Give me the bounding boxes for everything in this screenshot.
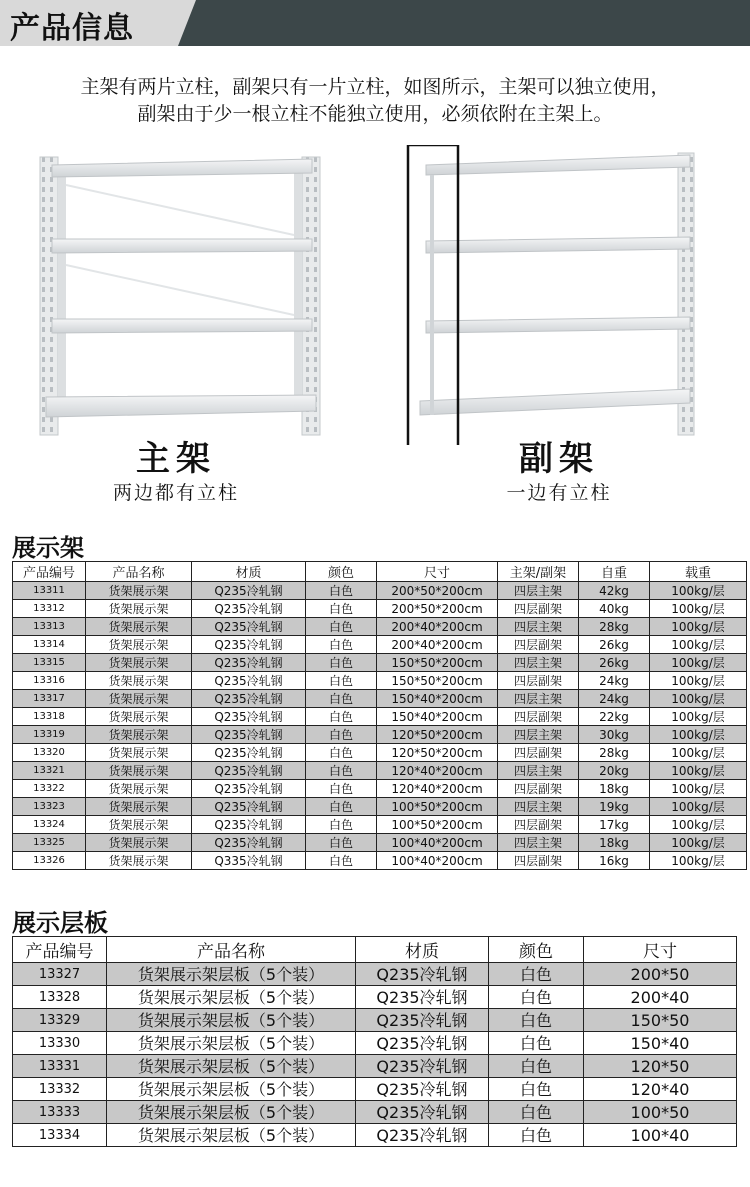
table-row: [13, 636, 747, 654]
table-cell: 四层主架: [498, 690, 579, 708]
table-cell: 货架展示架: [86, 780, 192, 798]
table-cell: 白色: [306, 798, 377, 816]
table-row: [13, 618, 747, 636]
table-cell: 42kg: [579, 582, 650, 600]
table-cell: 13326: [13, 852, 86, 870]
sub-rack-drawing: [408, 145, 694, 445]
table-cell: 100kg/层: [650, 744, 747, 762]
table-cell: 20kg: [579, 762, 650, 780]
table-cell: 100kg/层: [650, 690, 747, 708]
table-cell: 货架展示架层板（5个装）: [107, 1101, 356, 1124]
table-cell: 白色: [489, 1124, 584, 1147]
table-cell: 13316: [13, 672, 86, 690]
table-cell: 白色: [306, 834, 377, 852]
table-cell: 白色: [306, 582, 377, 600]
table-cell: 四层主架: [498, 834, 579, 852]
table-cell: 白色: [306, 690, 377, 708]
table-cell: 200*50*200cm: [377, 600, 498, 618]
table-row: [13, 1055, 737, 1078]
table-cell: Q235冷轧钢: [356, 1078, 489, 1101]
table-cell: 13331: [13, 1055, 107, 1078]
table-cell: 13319: [13, 726, 86, 744]
table-cell: 白色: [489, 986, 584, 1009]
table-cell: 100*40*200cm: [377, 852, 498, 870]
table-cell: 白色: [306, 780, 377, 798]
rack-illustration: [0, 145, 750, 445]
table-cell: Q235冷轧钢: [356, 1124, 489, 1147]
table-row: [13, 986, 737, 1009]
table-cell: 200*40*200cm: [377, 636, 498, 654]
table-cell: 白色: [306, 618, 377, 636]
table-cell: 100kg/层: [650, 762, 747, 780]
table-row: [13, 654, 747, 672]
table-cell: Q235冷轧钢: [192, 672, 306, 690]
table-cell: Q235冷轧钢: [192, 834, 306, 852]
table-cell: 200*50*200cm: [377, 582, 498, 600]
table-cell: 四层主架: [498, 582, 579, 600]
table-cell: Q235冷轧钢: [192, 690, 306, 708]
column-header: 主架/副架: [498, 562, 579, 582]
table-cell: Q235冷轧钢: [356, 1009, 489, 1032]
table-cell: 100*40: [584, 1124, 737, 1147]
rack-table-header-row: [13, 562, 747, 582]
table-cell: Q235冷轧钢: [192, 780, 306, 798]
table-cell: 17kg: [579, 816, 650, 834]
table-cell: 白色: [306, 852, 377, 870]
table-cell: 货架展示架: [86, 672, 192, 690]
table-cell: 16kg: [579, 852, 650, 870]
table-cell: 货架展示架层板（5个装）: [107, 1124, 356, 1147]
table-cell: 13324: [13, 816, 86, 834]
table-cell: 100kg/层: [650, 600, 747, 618]
table-cell: 货架展示架层板（5个装）: [107, 1055, 356, 1078]
table-cell: 26kg: [579, 636, 650, 654]
table-cell: 200*40*200cm: [377, 618, 498, 636]
table-cell: 120*40: [584, 1078, 737, 1101]
rack-figure: [0, 145, 750, 515]
table-cell: 货架展示架: [86, 798, 192, 816]
table-cell: 四层副架: [498, 672, 579, 690]
table-cell: Q235冷轧钢: [192, 762, 306, 780]
table-cell: 四层主架: [498, 798, 579, 816]
table-cell: Q235冷轧钢: [192, 708, 306, 726]
table-cell: 货架展示架: [86, 762, 192, 780]
table-cell: 150*40*200cm: [377, 708, 498, 726]
table-row: [13, 582, 747, 600]
column-header: 产品名称: [107, 937, 356, 963]
table-cell: 13327: [13, 963, 107, 986]
table-cell: 四层副架: [498, 780, 579, 798]
table-cell: 100kg/层: [650, 852, 747, 870]
table-cell: 100kg/层: [650, 816, 747, 834]
table-cell: 货架展示架: [86, 816, 192, 834]
table-cell: 白色: [306, 744, 377, 762]
table-cell: Q235冷轧钢: [192, 636, 306, 654]
table-cell: Q235冷轧钢: [356, 1032, 489, 1055]
header-banner: [0, 0, 750, 46]
table-cell: Q235冷轧钢: [192, 654, 306, 672]
table-cell: 13312: [13, 600, 86, 618]
column-header: 颜色: [306, 562, 377, 582]
table-cell: 100kg/层: [650, 618, 747, 636]
table-cell: 13317: [13, 690, 86, 708]
sub-rack-label: 副架: [519, 439, 599, 479]
table-cell: 100kg/层: [650, 582, 747, 600]
table-cell: 13329: [13, 1009, 107, 1032]
table-cell: 货架展示架层板（5个装）: [107, 1009, 356, 1032]
table-cell: 30kg: [579, 726, 650, 744]
table-cell: 四层副架: [498, 744, 579, 762]
sub-rack-desc: 一边有立柱: [506, 482, 612, 504]
table-cell: 26kg: [579, 654, 650, 672]
table-cell: 货架展示架: [86, 708, 192, 726]
main-rack-drawing: [40, 157, 320, 435]
table-cell: 四层主架: [498, 618, 579, 636]
table-cell: 四层主架: [498, 654, 579, 672]
column-header: 自重: [579, 562, 650, 582]
table-cell: 白色: [306, 762, 377, 780]
column-header: 产品名称: [86, 562, 192, 582]
table-cell: 120*50: [584, 1055, 737, 1078]
table-cell: 白色: [489, 1032, 584, 1055]
table-cell: 100kg/层: [650, 798, 747, 816]
shelf-table-title: 展示层板: [12, 909, 108, 937]
table-row: [13, 798, 747, 816]
table-row: [13, 726, 747, 744]
table-row: [13, 852, 747, 870]
table-cell: Q235冷轧钢: [192, 618, 306, 636]
table-cell: 13334: [13, 1124, 107, 1147]
column-header: 颜色: [489, 937, 584, 963]
table-cell: 100kg/层: [650, 654, 747, 672]
table-cell: 货架展示架: [86, 600, 192, 618]
table-cell: 白色: [306, 726, 377, 744]
table-cell: 100kg/层: [650, 636, 747, 654]
table-cell: 120*40*200cm: [377, 762, 498, 780]
table-cell: Q235冷轧钢: [356, 986, 489, 1009]
table-cell: 200*50: [584, 963, 737, 986]
table-cell: 13318: [13, 708, 86, 726]
table-cell: 白色: [306, 708, 377, 726]
column-header: 尺寸: [584, 937, 737, 963]
table-row: [13, 708, 747, 726]
table-cell: 13325: [13, 834, 86, 852]
table-row: [13, 1101, 737, 1124]
table-row: [13, 1124, 737, 1147]
table-cell: 19kg: [579, 798, 650, 816]
table-cell: 货架展示架: [86, 726, 192, 744]
table-cell: 18kg: [579, 834, 650, 852]
main-rack-label: 主架: [136, 439, 216, 479]
table-cell: 货架展示架: [86, 636, 192, 654]
column-header: 产品编号: [13, 562, 86, 582]
intro-text: [0, 74, 750, 128]
shelf-table-header-row: [13, 937, 737, 963]
table-cell: Q235冷轧钢: [356, 1055, 489, 1078]
table-cell: 120*50*200cm: [377, 726, 498, 744]
table-cell: Q235冷轧钢: [192, 798, 306, 816]
table-cell: 13311: [13, 582, 86, 600]
table-cell: 货架展示架层板（5个装）: [107, 1078, 356, 1101]
table-cell: 100kg/层: [650, 780, 747, 798]
table-cell: 货架展示架层板（5个装）: [107, 986, 356, 1009]
column-header: 载重: [650, 562, 747, 582]
table-row: [13, 762, 747, 780]
table-cell: 40kg: [579, 600, 650, 618]
table-cell: 货架展示架: [86, 744, 192, 762]
rack-table-title: 展示架: [12, 534, 84, 562]
table-cell: 22kg: [579, 708, 650, 726]
table-cell: 100kg/层: [650, 672, 747, 690]
table-cell: 白色: [489, 1055, 584, 1078]
table-cell: 白色: [489, 1009, 584, 1032]
table-cell: 18kg: [579, 780, 650, 798]
column-header: 产品编号: [13, 937, 107, 963]
table-cell: 24kg: [579, 690, 650, 708]
intro-line-1: 主架有两片立柱，副架只有一片立柱，如图所示，主架可以独立使用，: [80, 76, 670, 98]
rack-spec-table: [12, 561, 747, 870]
table-row: [13, 816, 747, 834]
table-row: [13, 1078, 737, 1101]
table-cell: 150*50*200cm: [377, 654, 498, 672]
table-cell: 13314: [13, 636, 86, 654]
table-cell: 四层主架: [498, 762, 579, 780]
table-cell: 货架展示架: [86, 654, 192, 672]
table-cell: 13330: [13, 1032, 107, 1055]
table-cell: 100kg/层: [650, 726, 747, 744]
table-cell: 13315: [13, 654, 86, 672]
table-row: [13, 744, 747, 762]
table-cell: 白色: [306, 672, 377, 690]
table-cell: 13332: [13, 1078, 107, 1101]
table-cell: 四层副架: [498, 816, 579, 834]
table-cell: 货架展示架: [86, 582, 192, 600]
table-cell: 100kg/层: [650, 834, 747, 852]
table-row: [13, 1009, 737, 1032]
table-cell: 13322: [13, 780, 86, 798]
table-cell: 白色: [306, 600, 377, 618]
table-cell: 白色: [306, 654, 377, 672]
table-cell: 100*50*200cm: [377, 798, 498, 816]
table-cell: 四层主架: [498, 726, 579, 744]
table-row: [13, 690, 747, 708]
shelf-spec-table: [12, 936, 737, 1147]
table-cell: 150*40: [584, 1032, 737, 1055]
table-row: [13, 672, 747, 690]
table-cell: 28kg: [579, 618, 650, 636]
table-cell: 四层副架: [498, 708, 579, 726]
table-cell: 100kg/层: [650, 708, 747, 726]
table-cell: 货架展示架: [86, 852, 192, 870]
table-cell: 货架展示架: [86, 618, 192, 636]
table-cell: 四层副架: [498, 852, 579, 870]
table-cell: 28kg: [579, 744, 650, 762]
table-cell: 13323: [13, 798, 86, 816]
column-header: 材质: [192, 562, 306, 582]
table-cell: Q235冷轧钢: [192, 744, 306, 762]
table-cell: 120*40*200cm: [377, 780, 498, 798]
main-rack-desc: 两边都有立柱: [112, 482, 239, 504]
table-cell: 150*50*200cm: [377, 672, 498, 690]
table-cell: 120*50*200cm: [377, 744, 498, 762]
table-cell: 100*50: [584, 1101, 737, 1124]
table-row: [13, 780, 747, 798]
table-cell: 200*40: [584, 986, 737, 1009]
table-cell: 白色: [306, 816, 377, 834]
table-cell: 13313: [13, 618, 86, 636]
column-header: 材质: [356, 937, 489, 963]
column-header: 尺寸: [377, 562, 498, 582]
table-cell: 货架展示架层板（5个装）: [107, 963, 356, 986]
table-cell: Q235冷轧钢: [356, 963, 489, 986]
table-cell: 150*40*200cm: [377, 690, 498, 708]
table-cell: Q335冷轧钢: [192, 852, 306, 870]
table-row: [13, 834, 747, 852]
table-cell: 13333: [13, 1101, 107, 1124]
table-cell: Q235冷轧钢: [356, 1101, 489, 1124]
table-cell: 白色: [489, 963, 584, 986]
page-title: 产品信息: [10, 11, 134, 46]
table-cell: 四层副架: [498, 636, 579, 654]
intro-line-2: 副架由于少一根立柱不能独立使用，必须依附在主架上。: [137, 103, 613, 125]
table-cell: 13320: [13, 744, 86, 762]
table-cell: 货架展示架: [86, 834, 192, 852]
table-cell: 100*50*200cm: [377, 816, 498, 834]
table-cell: 货架展示架: [86, 690, 192, 708]
table-cell: Q235冷轧钢: [192, 816, 306, 834]
table-cell: Q235冷轧钢: [192, 726, 306, 744]
table-cell: 白色: [489, 1101, 584, 1124]
table-row: [13, 963, 737, 986]
table-cell: 白色: [489, 1078, 584, 1101]
table-row: [13, 1032, 737, 1055]
table-cell: 13328: [13, 986, 107, 1009]
table-cell: 四层副架: [498, 600, 579, 618]
table-cell: 白色: [306, 636, 377, 654]
table-cell: 货架展示架层板（5个装）: [107, 1032, 356, 1055]
table-cell: 100*40*200cm: [377, 834, 498, 852]
table-row: [13, 600, 747, 618]
table-cell: 13321: [13, 762, 86, 780]
table-cell: Q235冷轧钢: [192, 582, 306, 600]
table-cell: 150*50: [584, 1009, 737, 1032]
table-cell: 24kg: [579, 672, 650, 690]
table-cell: Q235冷轧钢: [192, 600, 306, 618]
